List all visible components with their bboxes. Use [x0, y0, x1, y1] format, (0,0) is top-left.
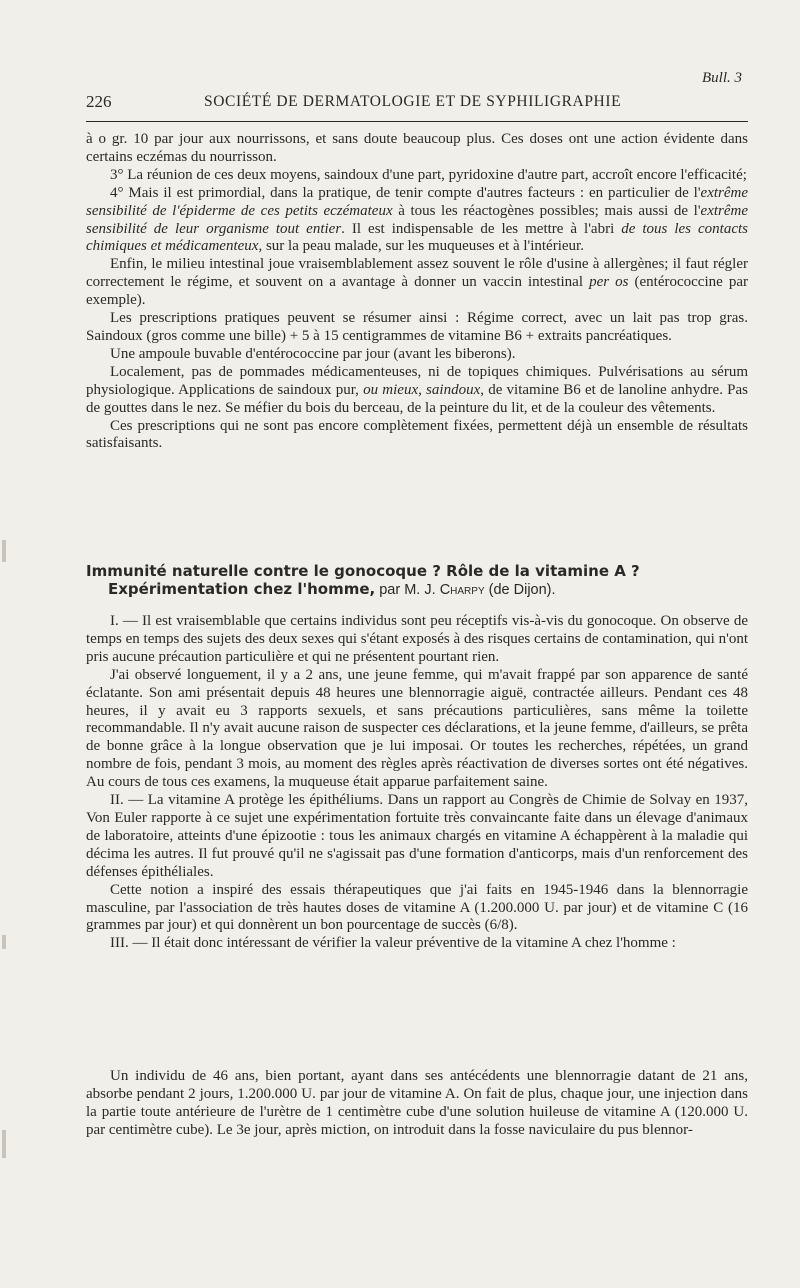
paragraph: Une ampoule buvable d'entérococcine par jour (avant les biberons).	[110, 345, 516, 362]
paragraph: J'ai observé longuement, il y a 2 ans, une jeune femme, qui m'avait frappé par son apparence de santé éclatante. Son ami présentait depuis 48 heures une blennorragie aiguë, contractée ailleurs. Pendant ces 48 heures, il y avait eu 3 rapports sexuels, et sans précautions particulières, sans même la toilette recommandable. Il n'y avait aucune raison de suspecter ces déclarations, et la jeune femme, d'ailleurs, se prêta de bonne grâce à la longue observation que je lui imposai. Or toutes les recherches, répétées, un grand nombre de fois, pendant 3 mois, au moment des règles après réactivation de diverses sortes ont été négatives. Au cours de tous ces examens, la muqueuse était apparue parfaitement saine.	[86, 666, 748, 791]
page-number: 226	[86, 92, 112, 111]
bulletin-note: Bull. 3	[702, 70, 742, 86]
paragraph: Enfin, le milieu intestinal joue vraisemblablement assez souvent le rôle d'usine à allergènes; il faut régler correctement le régime, et souvent on a avantage à donner un vaccin intestinal per os (entérococcine par exemple).	[86, 256, 748, 309]
case-report	[86, 1068, 748, 1140]
paragraph: I. — Il est vraisemblable que certains individus sont peu réceptifs vis-à-vis du gonocoque. On observe de temps en temps des sujets des deux sexes qui s'étant exposés à des risques certains de contamination, qui n'ont pris aucune précaution particulière et qui ne présentent pourtant rien.	[86, 613, 748, 665]
journal-title: SOCIÉTÉ DE DERMATOLOGIE ET DE SYPHILIGRAPHIE	[204, 93, 622, 110]
paragraph: 3° La réunion de ces deux moyens, saindoux d'une part, pyridoxine d'autre part, accroît encore l'efficacité;	[110, 166, 747, 183]
margin-mark	[2, 1130, 6, 1158]
previous-article-end	[86, 131, 748, 453]
paragraph: à o gr. 10 par jour aux nourrissons, et sans doute beaucoup plus. Ces doses ont une action évidente dans certains eczémas du nourrisson.	[86, 131, 748, 165]
running-header	[86, 92, 748, 118]
author-line: par M. J. Charpy (de Dijon).	[375, 581, 556, 598]
paragraph: Cette notion a inspiré des essais thérapeutiques que j'ai faits en 1945-1946 dans la blennorragie masculine, par l'association de très hautes doses de vitamine A (1.200.000 U. par jour) et de vitamine C (16 grammes par jour) et qui donnèrent un bon pourcentage de succès (6/8).	[86, 881, 748, 934]
paragraph: Localement, pas de pommades médicamenteuses, ni de topiques chimiques. Pulvérisations au sérum physiologique. Applications de saindoux pur, ou mieux, saindoux, de vitamine B6 et de lanoline anhydre. Pas de gouttes dans le nez. Se méfier du bois du berceau, de la peinture du lit, et de la couleur des vêtements.	[86, 363, 748, 416]
paragraph: Un individu de 46 ans, bien portant, ayant dans ses antécédents une blennorragie datant de 21 ans, absorbe pendant 2 jours, 1.200.000 U. par jour de vitamine A. On fait de plus, chaque jour, une injection dans la partie toute antérieure de l'urètre de 1 centimètre cube d'une solution huileuse de vitamine A (120.000 U. par centimètre cube). Le 3e jour, après miction, on introduit dans la fosse naviculaire du pus blennor-	[86, 1068, 748, 1138]
article-title-line2: Expérimentation chez l'homme, par M. J. Charpy (de Dijon).	[108, 579, 556, 598]
margin-mark	[2, 540, 6, 562]
paragraph: III. — Il était donc intéressant de vérifier la valeur préventive de la vitamine A chez l'homme :	[110, 935, 676, 952]
article-body	[86, 613, 748, 953]
article-heading	[86, 563, 748, 600]
paragraph: II. — La vitamine A protège les épithéliums. Dans un rapport au Congrès de Chimie de Solvay en 1937, Von Euler rapporte à ce sujet une expérimentation fortuite très convaincante faite dans un élevage d'animaux de laboratoire, atteints d'une épizootie : tous les animaux chargés en vitamine A échappèrent à la maladie qui décima les autres. Il fut prouvé qu'il ne s'agissait pas d'une formation d'anticorps, mais d'un renforcement des défenses épithéliales.	[86, 792, 748, 880]
paragraph: Les prescriptions pratiques peuvent se résumer ainsi : Régime correct, avec un lait pas trop gras. Saindoux (gros comme une bille) + 5 à 15 centigrammes de vitamine B6 + extraits pancréatiques.	[86, 310, 748, 344]
paragraph: Ces prescriptions qui ne sont pas encore complètement fixées, permettent déjà un ensemble de résultats satisfaisants.	[86, 417, 748, 452]
paragraph: 4° Mais il est primordial, dans la pratique, de tenir compte d'autres facteurs : en particulier de l'extrême sensibilité de l'épiderme de ces petits eczémateux à tous les réactogènes possibles; mais aussi de l'extrême sensibilité de leur organisme tout entier. Il est indispensable de les mettre à l'abri de tous les contacts chimiques et médicamenteux, sur la peau malade, sur les muqueuses et à l'intérieur.	[86, 184, 748, 255]
header-rule	[86, 121, 748, 122]
article-title: Immunité naturelle contre le gonocoque ? Rôle de la vitamine A ?	[86, 562, 640, 580]
margin-mark	[2, 935, 6, 949]
